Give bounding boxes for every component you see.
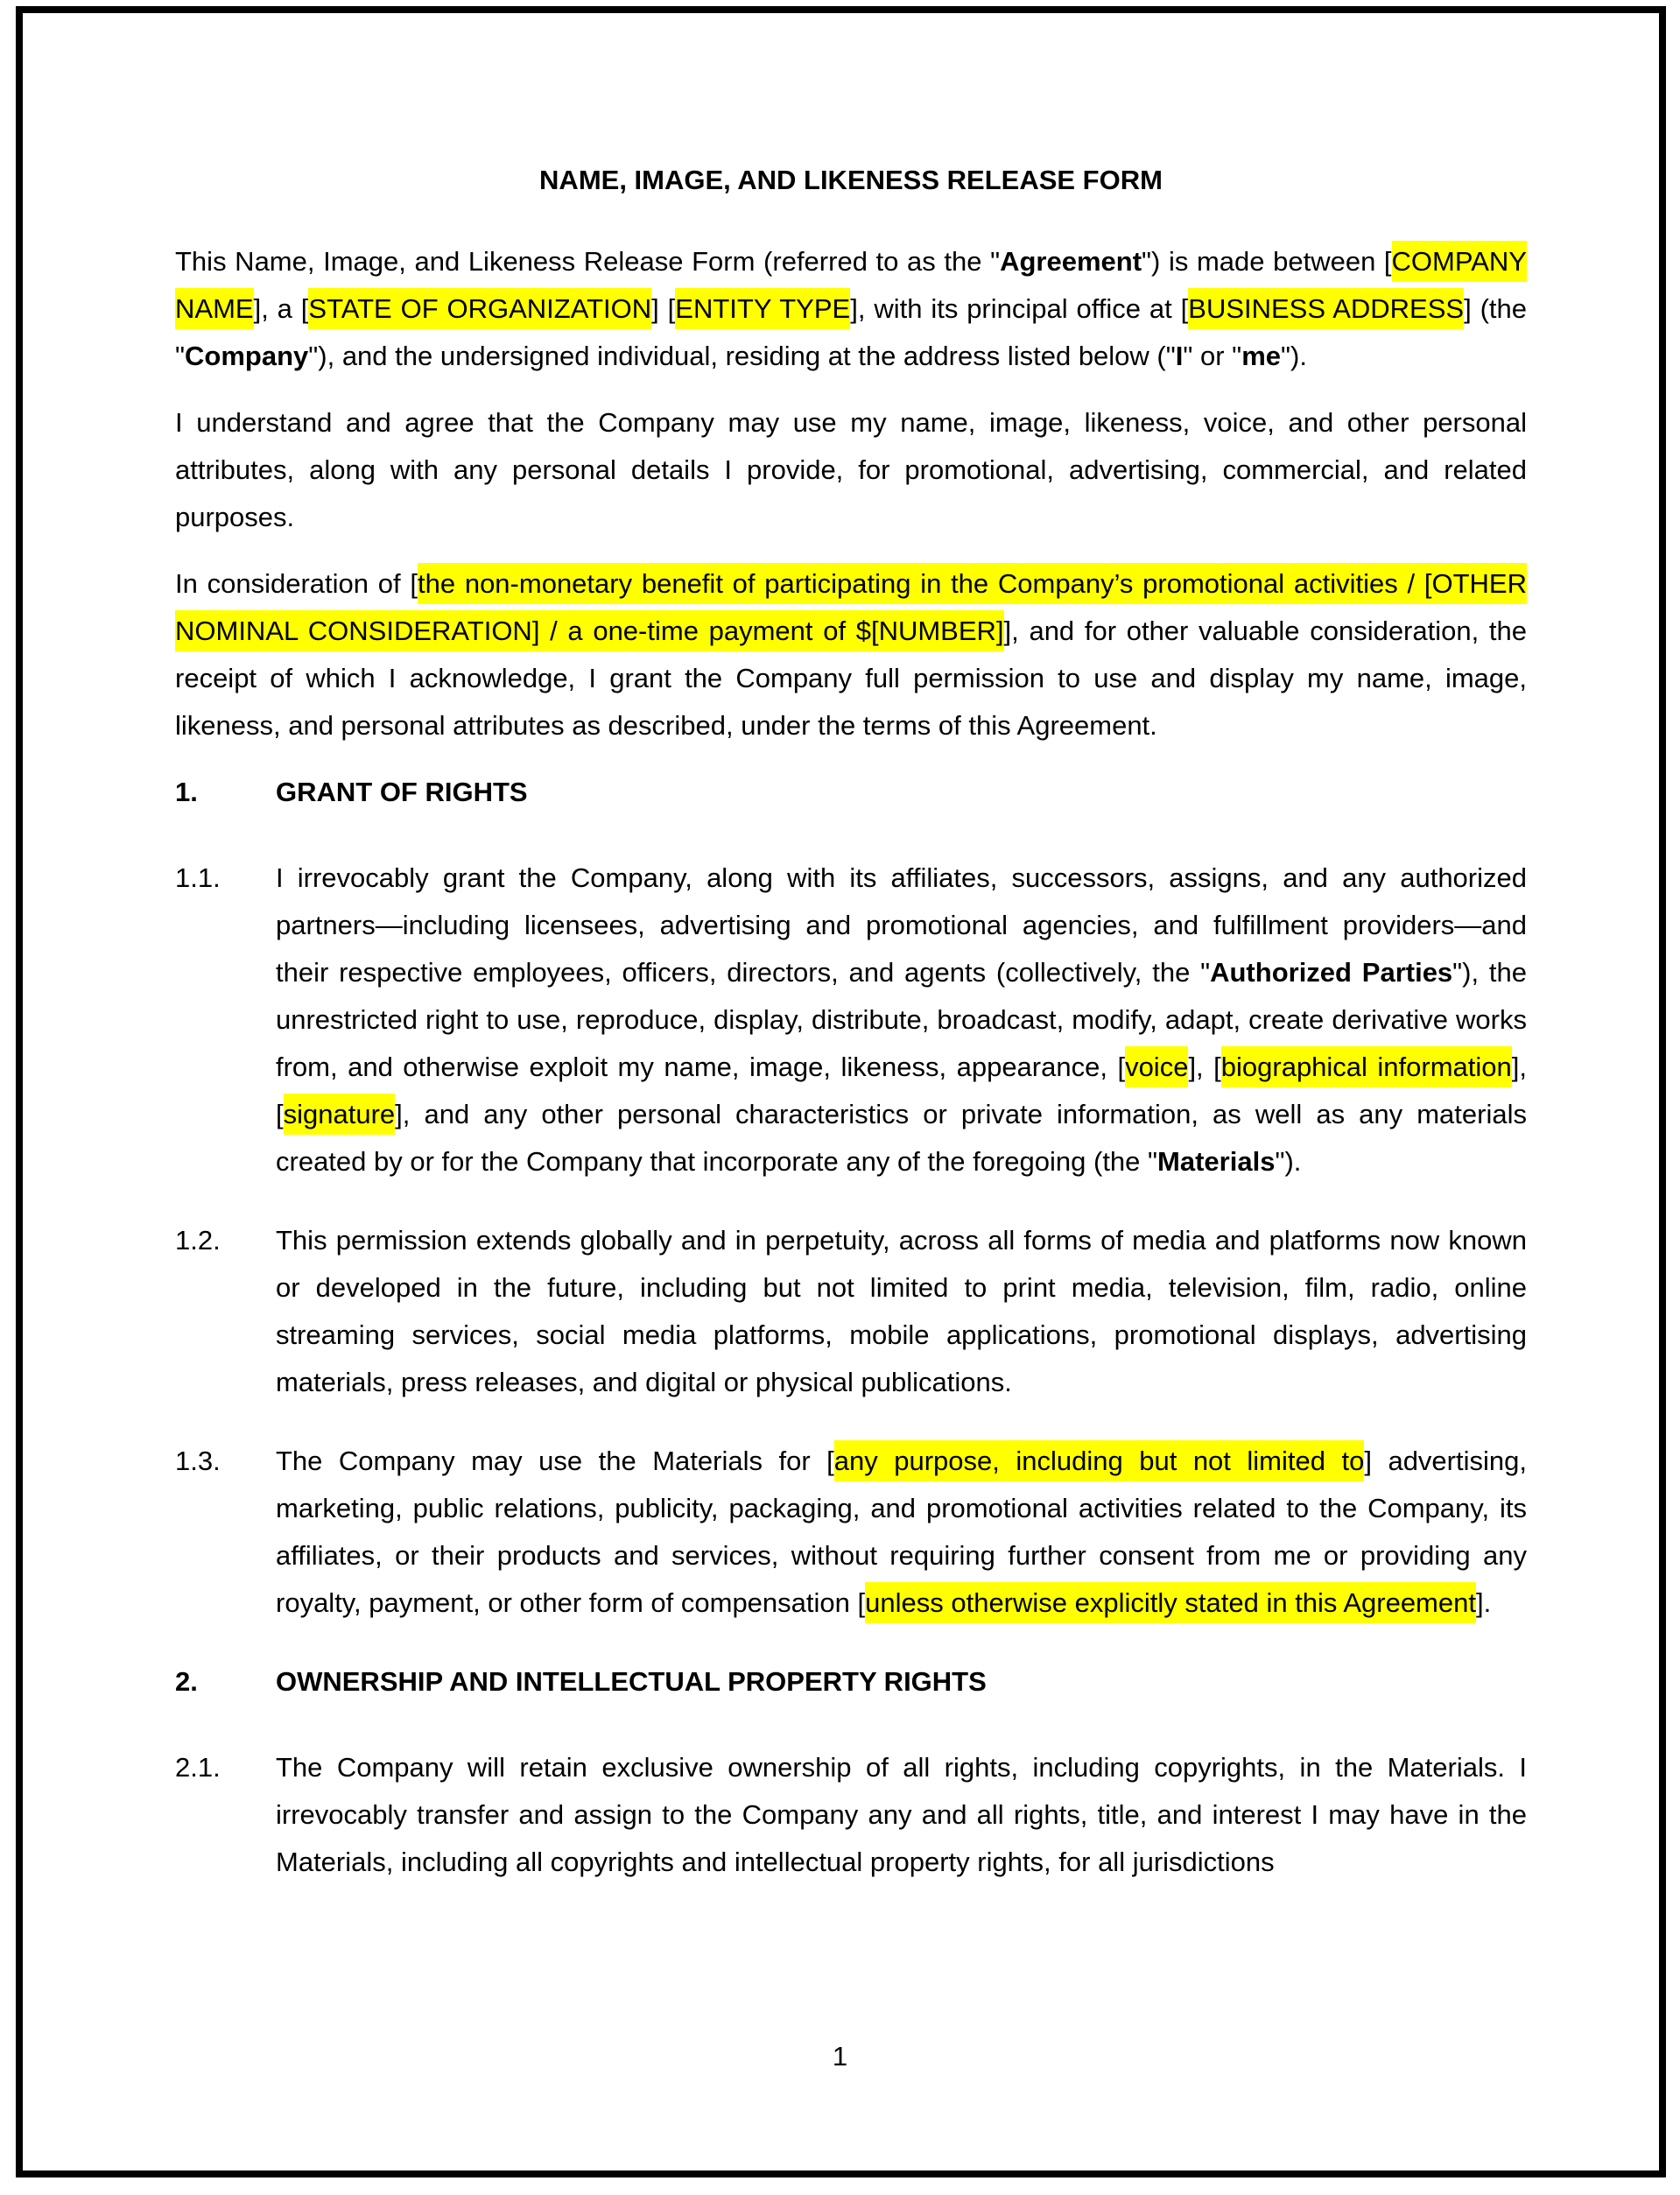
page-number: 1: [832, 2041, 848, 2072]
item-text: I irrevocably grant the Company, along with its affiliates, successors, assigns, and any authorized partners—including licensees, advertising and promotional agencies, and fulfillment providers—and their respective employees, officers, directors, and agents (collectively, the "Authorized Parties"), the unrestricted right to use, reproduce, display, distribute, broadcast, modify, adapt, create derivative works from, and otherwise exploit my name, image, likeness, appearance, [voice], [biographical information], [signature], and any other personal characteristics or private information, as well as any materials created by or for the Company that incorporate any of the foregoing (the "Materials").: [276, 862, 1528, 1177]
intro-paragraph-2: I understand and agree that the Company may use my name, image, likeness, voice, and other personal attributes, along with any personal details I provide, for promotional, advertising, commercial, and related purposes.: [175, 407, 1527, 532]
section-heading-grant-of-rights: [175, 769, 1527, 816]
intro-paragraph-1: This Name, Image, and Likeness Release Form (referred to as the "Agreement") is made between [COMPANY NAME], a [STATE OF ORGANIZATION] [ENTITY TYPE], with its principal office at [BUSINESS ADDRESS] (the "Company"), and the undersigned individual, residing at the address listed below ("I" or "me").: [175, 238, 1527, 380]
section-heading-ownership: [175, 1658, 1527, 1706]
section-heading-text: GRANT OF RIGHTS: [276, 777, 528, 807]
item-number: 2.1.: [175, 1752, 221, 1783]
section-number: 1.: [175, 777, 198, 807]
item-number: 1.2.: [175, 1225, 221, 1256]
item-1-1: [175, 855, 1527, 1185]
item-text: The Company may use the Materials for [any purpose, including but not limited to] advertising, marketing, public relations, publicity, packaging, and promotional activities related to the Company, its affiliates, or their products and services, without requiring further consent from me or providing any royalty, payment, or other form of compensation [unless otherwise explicitly stated in this Agreement].: [276, 1438, 1527, 1627]
item-number: 1.1.: [175, 862, 221, 893]
section-number: 2.: [175, 1666, 198, 1697]
item-2-1: [175, 1744, 1527, 1886]
item-1-2: [175, 1217, 1527, 1406]
item-text: The Company will retain exclusive ownership of all rights, including copyrights, in the Materials. I irrevocably transfer and assign to the Company any and all rights, title, and interest I may have in the Materials, including all copyrights and intellectual property rights, for all jurisdictions: [276, 1752, 1527, 1877]
intro-paragraph-3: In consideration of [the non-monetary benefit of participating in the Company’s promotional activities / [OTHER NOMINAL CONSIDERATION] / a one-time payment of $[NUMBER]], and for other valuable consideration, the receipt of which I acknowledge, I grant the Company full permission to use and display my name, image, likeness, and personal attributes as described, under the terms of this Agreement.: [175, 560, 1527, 749]
item-text: This permission extends globally and in perpetuity, across all forms of media and platforms now known or developed in the future, including but not limited to print media, television, film, radio, online streaming services, social media platforms, mobile applications, promotional displays, advertising materials, press releases, and digital or physical publications.: [276, 1225, 1527, 1397]
item-number: 1.3.: [175, 1446, 221, 1476]
section-heading-text: OWNERSHIP AND INTELLECTUAL PROPERTY RIGHTS: [276, 1666, 987, 1697]
document-title: NAME, IMAGE, AND LIKENESS RELEASE FORM: [539, 165, 1163, 195]
item-1-3: [175, 1438, 1527, 1627]
